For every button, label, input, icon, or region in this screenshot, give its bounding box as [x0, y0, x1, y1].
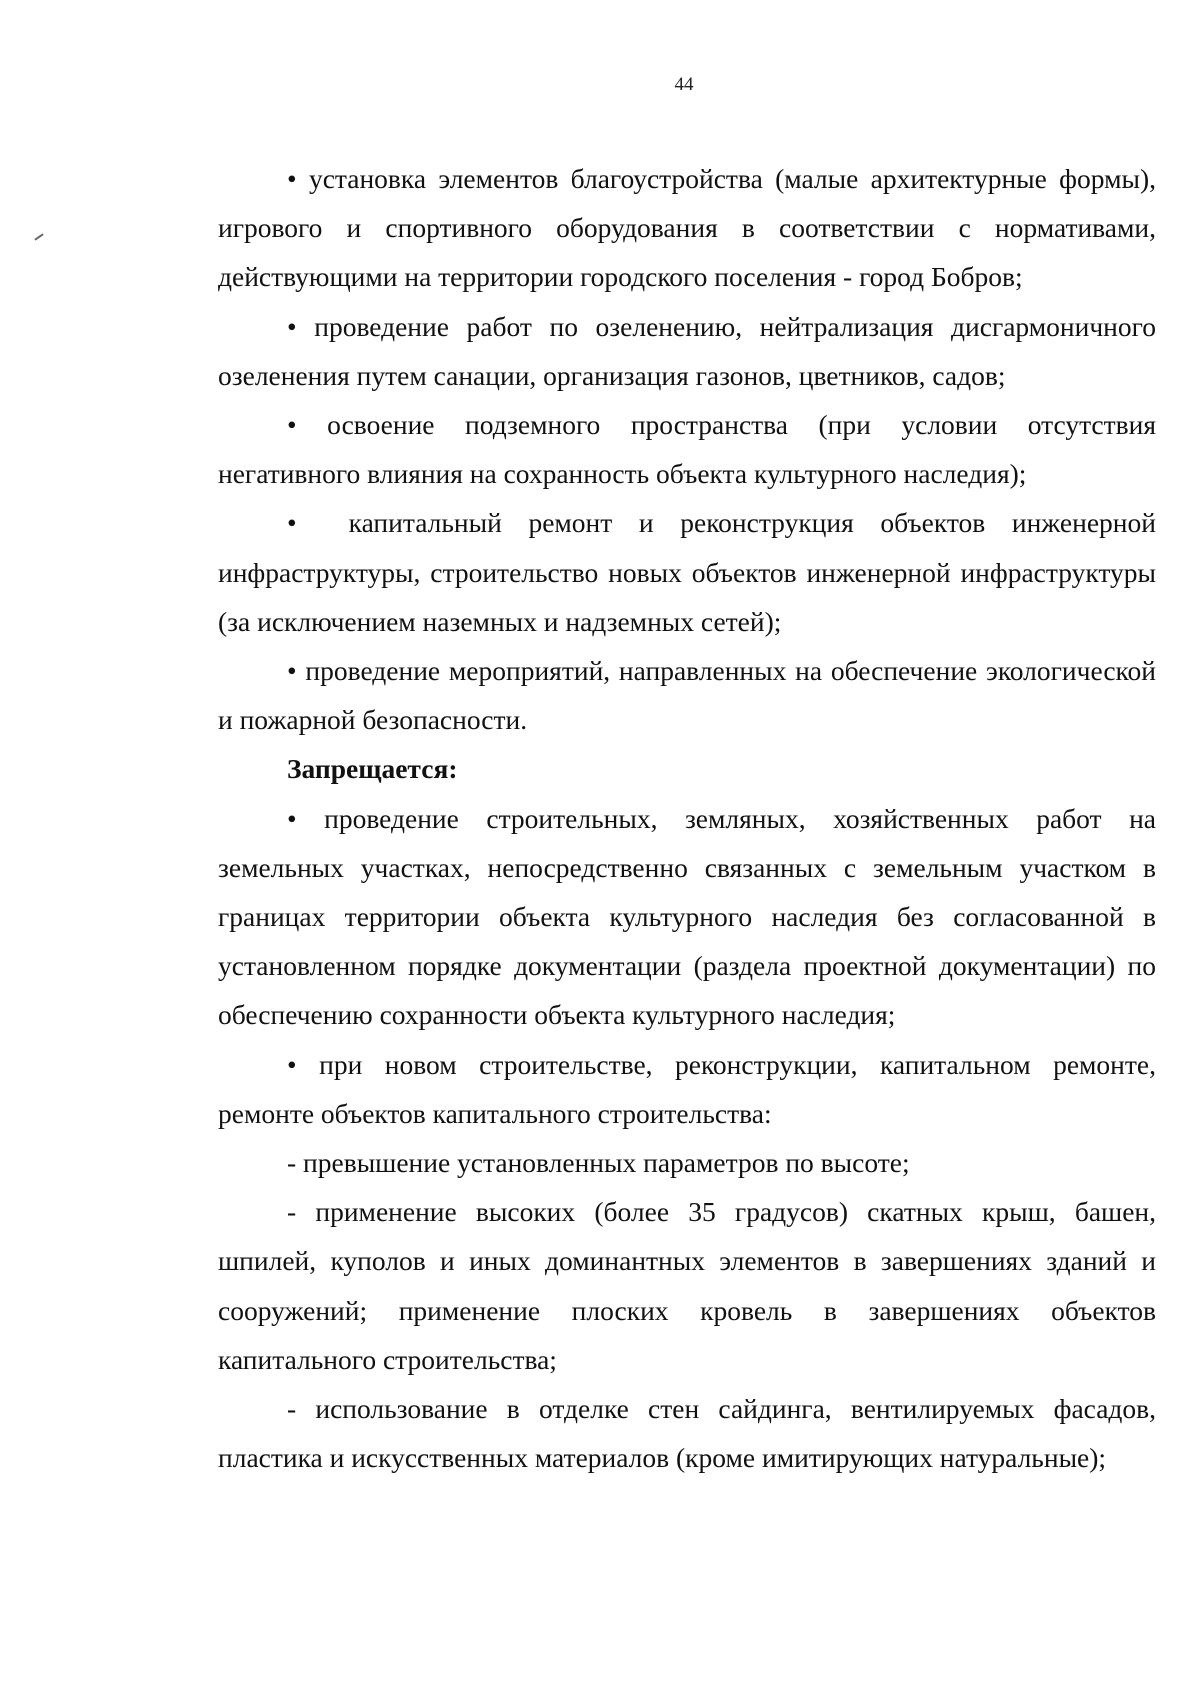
paragraph-infrastructure	[218, 498, 1156, 646]
document-body	[218, 154, 1156, 1482]
paragraph-prohibited-works: • проведение строительных, земляных, хозяйственных работ на земельных участках, непосредственно связанных с земельным участком в границах территории объекта культурного наследия без согласованной в установленном порядке документации (раздела проектной документации) по обеспечению сохранности объекта культурного наследия;	[218, 802, 1156, 1031]
paragraph-infrastructure-text: капитальный ремонт и реконструкция объектов инженерной инфраструктуры, строительство новых объектов инженерной инфраструктуры (за исключением наземных и надземных сетей);	[218, 507, 1156, 637]
paragraph-facade-materials: - использование в отделке стен сайдинга, вентилируемых фасадов, пластика и искусственных материалов (кроме имитирующих натуральные);	[218, 1393, 1156, 1474]
paragraph-improvement-elements: • установка элементов благоустройства (малые архитектурные формы), игрового и спортивного оборудования в соответствии с нормативами, действующими на территории городского поселения - город Бобров;	[218, 163, 1156, 293]
page-number: 44	[674, 74, 694, 95]
paragraph-roof-restrictions: - применение высоких (более 35 градусов) скатных крыш, башен, шпилей, куполов и иных доминантных элементов в завершениях зданий и сооружений; применение плоских кровель в завершениях объектов капитального строительства;	[218, 1196, 1156, 1375]
bullet-marker: •	[287, 507, 297, 539]
scan-mark	[34, 233, 43, 240]
paragraph-new-construction: • при новом строительстве, реконструкции, капитальном ремонте, ремонте объектов капитального строительства:	[218, 1048, 1156, 1129]
paragraph-landscaping: • проведение работ по озеленению, нейтрализация дисгармоничного озеленения путем санации, организация газонов, цветников, садов;	[218, 310, 1156, 391]
paragraph-safety-measures: • проведение мероприятий, направленных на обеспечение экологической и пожарной безопасности.	[218, 655, 1156, 736]
paragraph-height-limit: - превышение установленных параметров по высоте;	[287, 1147, 910, 1179]
paragraph-underground-space: • освоение подземного пространства (при условии отсутствия негативного влияния на сохранность объекта культурного наследия);	[218, 409, 1156, 490]
section-heading-prohibited: Запрещается:	[287, 753, 458, 785]
